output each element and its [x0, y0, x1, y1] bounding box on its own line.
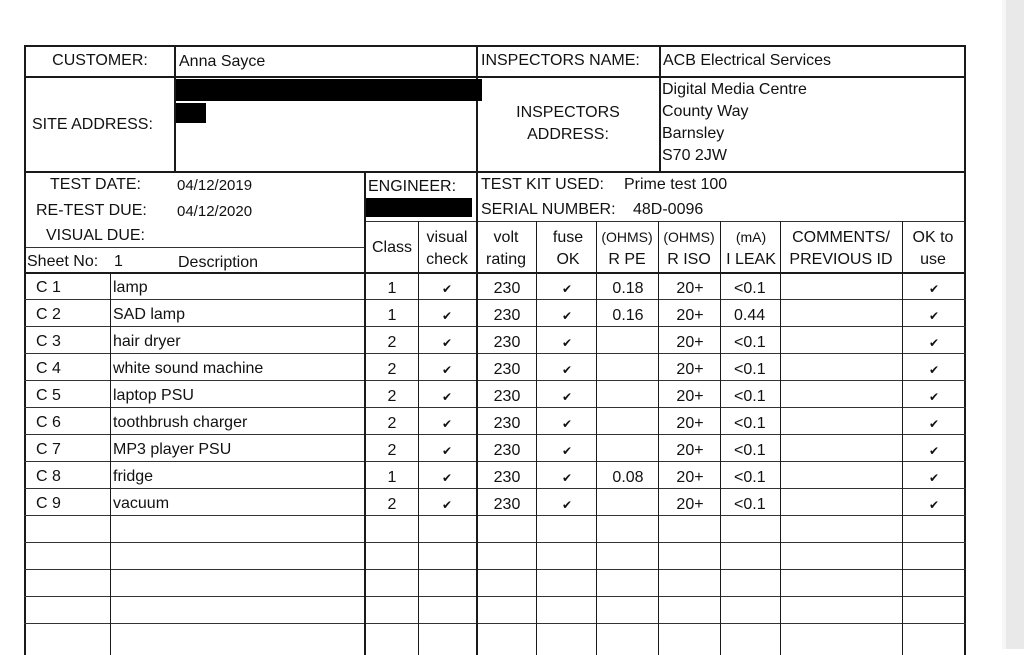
- test-kit-value: Prime test 100: [624, 176, 728, 193]
- row-class: 2: [387, 361, 397, 378]
- col-divider: [902, 221, 903, 655]
- row-ileak: <0.1: [734, 496, 766, 513]
- ok-check-icon: ✔: [928, 417, 940, 431]
- visual-check-icon: ✔: [441, 390, 453, 404]
- header-visual-1: visual: [426, 229, 468, 246]
- row-riso: 20+: [676, 280, 704, 297]
- row-class: 1: [387, 307, 397, 324]
- inspector-name-label: INSPECTORS NAME:: [481, 52, 640, 69]
- row-ileak: <0.1: [734, 415, 766, 432]
- row-divider: [24, 299, 966, 300]
- fuse-check-icon: ✔: [561, 498, 573, 512]
- row-riso: 20+: [676, 442, 704, 459]
- serial-number-value: 48D-0096: [633, 201, 704, 218]
- row-riso: 20+: [676, 307, 704, 324]
- row-divider: [24, 461, 966, 462]
- fuse-check-icon: ✔: [561, 363, 573, 377]
- row-description: white sound machine: [113, 360, 264, 377]
- visual-due-label: VISUAL DUE:: [46, 227, 145, 244]
- row-description: fridge: [113, 468, 154, 485]
- row-volt: 230: [493, 280, 521, 297]
- fuse-check-icon: ✔: [561, 444, 573, 458]
- row-id: C 9: [36, 495, 61, 512]
- inspector-address-label-1: INSPECTORS: [516, 104, 620, 121]
- row-ileak: <0.1: [734, 361, 766, 378]
- row-rpe: 0.08: [612, 469, 644, 486]
- ok-check-icon: ✔: [928, 309, 940, 323]
- row-volt: 230: [493, 496, 521, 513]
- row-volt: 230: [493, 442, 521, 459]
- engineer-label: ENGINEER:: [368, 178, 457, 195]
- redacted-engineer-name: [366, 198, 472, 217]
- row-volt: 230: [493, 334, 521, 351]
- border-header-top: [364, 221, 966, 222]
- row-ileak: <0.1: [734, 469, 766, 486]
- header-ileak-2: I LEAK: [726, 251, 776, 268]
- header-fuse-1: fuse: [552, 229, 584, 246]
- redacted-site-address-line-2: [176, 103, 206, 123]
- header-volt-1: volt: [493, 229, 519, 246]
- row-divider: [24, 380, 966, 381]
- header-riso-1: (OHMS): [663, 229, 715, 245]
- col-divider: [110, 273, 111, 655]
- header-volt-2: rating: [485, 251, 527, 268]
- header-visual-2: check: [426, 251, 468, 268]
- row-ileak: <0.1: [734, 388, 766, 405]
- row-riso: 20+: [676, 469, 704, 486]
- row-divider: [24, 326, 966, 327]
- row-riso: 20+: [676, 361, 704, 378]
- row-riso: 20+: [676, 334, 704, 351]
- row-divider: [24, 542, 966, 543]
- col-divider: [780, 221, 781, 655]
- inspector-address-label-2: ADDRESS:: [527, 126, 609, 143]
- visual-check-icon: ✔: [441, 363, 453, 377]
- row-id: C 3: [36, 333, 61, 350]
- border-top: [24, 45, 966, 47]
- row-riso: 20+: [676, 388, 704, 405]
- visual-check-icon: ✔: [441, 498, 453, 512]
- row-description: laptop PSU: [113, 387, 194, 404]
- row-class: 2: [387, 442, 397, 459]
- visual-check-icon: ✔: [441, 417, 453, 431]
- ok-check-icon: ✔: [928, 471, 940, 485]
- col-divider: [596, 221, 597, 655]
- ok-check-icon: ✔: [928, 444, 940, 458]
- row-id: C 5: [36, 387, 61, 404]
- border-address: [24, 171, 966, 173]
- visual-check-icon: ✔: [441, 444, 453, 458]
- row-description: lamp: [113, 279, 148, 296]
- visual-check-icon: ✔: [441, 309, 453, 323]
- row-description: hair dryer: [113, 333, 181, 350]
- row-ileak: <0.1: [734, 334, 766, 351]
- col-divider: [720, 221, 721, 655]
- row-rpe: 0.16: [612, 307, 644, 324]
- fuse-check-icon: ✔: [561, 282, 573, 296]
- col-divider: [536, 221, 537, 655]
- row-class: 1: [387, 280, 397, 297]
- row-class: 2: [387, 496, 397, 513]
- row-description: SAD lamp: [113, 306, 186, 323]
- page-edge: [1002, 0, 1024, 649]
- row-description: vacuum: [113, 495, 170, 512]
- header-ok-1: OK to: [912, 229, 954, 246]
- fuse-check-icon: ✔: [561, 471, 573, 485]
- visual-check-icon: ✔: [441, 471, 453, 485]
- row-volt: 230: [493, 388, 521, 405]
- border-customer: [24, 76, 966, 78]
- row-ileak: <0.1: [734, 442, 766, 459]
- ok-check-icon: ✔: [928, 336, 940, 350]
- test-kit-label: TEST KIT USED:: [481, 176, 604, 193]
- sheet-no-label: Sheet No:: [27, 253, 99, 270]
- row-riso: 20+: [676, 415, 704, 432]
- row-class: 1: [387, 469, 397, 486]
- serial-number-label: SERIAL NUMBER:: [481, 201, 616, 218]
- row-id: C 4: [36, 360, 61, 377]
- row-divider: [24, 353, 966, 354]
- header-rpe-1: (OHMS): [601, 229, 653, 245]
- border-sheet: [24, 247, 366, 248]
- fuse-check-icon: ✔: [561, 309, 573, 323]
- header-comments-2: PREVIOUS ID: [789, 251, 893, 268]
- row-class: 2: [387, 415, 397, 432]
- inspector-address-line: Digital Media Centre: [662, 81, 807, 98]
- row-id: C 6: [36, 414, 61, 431]
- test-date-label: TEST DATE:: [50, 176, 141, 193]
- ok-check-icon: ✔: [928, 498, 940, 512]
- header-riso-2: R ISO: [667, 251, 711, 268]
- header-ileak-1: (mA): [735, 229, 767, 245]
- inspector-address-line: S70 2JW: [662, 147, 727, 164]
- site-address-label: SITE ADDRESS:: [32, 116, 153, 133]
- inspector-name-value: ACB Electrical Services: [663, 52, 832, 69]
- visual-check-icon: ✔: [441, 282, 453, 296]
- retest-due-value: 04/12/2020: [177, 203, 253, 220]
- row-id: C 1: [36, 279, 61, 296]
- header-fuse-2: OK: [556, 251, 580, 268]
- inspector-address-line: County Way: [662, 103, 749, 120]
- row-ileak: <0.1: [734, 280, 766, 297]
- visual-check-icon: ✔: [441, 336, 453, 350]
- header-comments-1: COMMENTS/: [792, 229, 890, 246]
- row-class: 2: [387, 334, 397, 351]
- row-divider: [24, 515, 966, 516]
- redacted-site-address-line-1: [176, 79, 482, 101]
- row-divider: [24, 488, 966, 489]
- row-volt: 230: [493, 307, 521, 324]
- border-header-bottom: [24, 272, 966, 274]
- sheet-no-value: 1: [114, 253, 123, 270]
- row-divider: [24, 434, 966, 435]
- header-description: Description: [178, 254, 259, 271]
- row-volt: 230: [493, 415, 521, 432]
- fuse-check-icon: ✔: [561, 336, 573, 350]
- ok-check-icon: ✔: [928, 390, 940, 404]
- row-id: C 8: [36, 468, 61, 485]
- customer-label: CUSTOMER:: [52, 52, 148, 69]
- row-riso: 20+: [676, 496, 704, 513]
- fuse-check-icon: ✔: [561, 390, 573, 404]
- retest-due-label: RE-TEST DUE:: [36, 202, 147, 219]
- row-volt: 230: [493, 361, 521, 378]
- border-right: [964, 45, 966, 655]
- border-inspector-divider: [659, 45, 661, 172]
- row-divider: [24, 407, 966, 408]
- row-ileak: 0.44: [734, 307, 766, 324]
- row-description: toothbrush charger: [113, 414, 248, 431]
- inspector-address-line: Barnsley: [662, 125, 725, 142]
- customer-value: Anna Sayce: [179, 53, 266, 70]
- col-divider: [658, 221, 659, 655]
- fuse-check-icon: ✔: [561, 417, 573, 431]
- row-class: 2: [387, 388, 397, 405]
- ok-check-icon: ✔: [928, 282, 940, 296]
- header-rpe-2: R PE: [608, 251, 646, 268]
- row-volt: 230: [493, 469, 521, 486]
- header-class: Class: [371, 239, 412, 256]
- row-rpe: 0.18: [612, 280, 644, 297]
- row-description: MP3 player PSU: [113, 441, 232, 458]
- row-divider: [24, 569, 966, 570]
- row-divider: [24, 623, 966, 624]
- header-ok-2: use: [920, 251, 946, 268]
- test-date-value: 04/12/2019: [177, 177, 253, 194]
- row-id: C 2: [36, 306, 61, 323]
- ok-check-icon: ✔: [928, 363, 940, 377]
- border-left: [24, 45, 26, 655]
- pat-test-sheet: [24, 45, 966, 655]
- row-divider: [24, 596, 966, 597]
- row-id: C 7: [36, 441, 61, 458]
